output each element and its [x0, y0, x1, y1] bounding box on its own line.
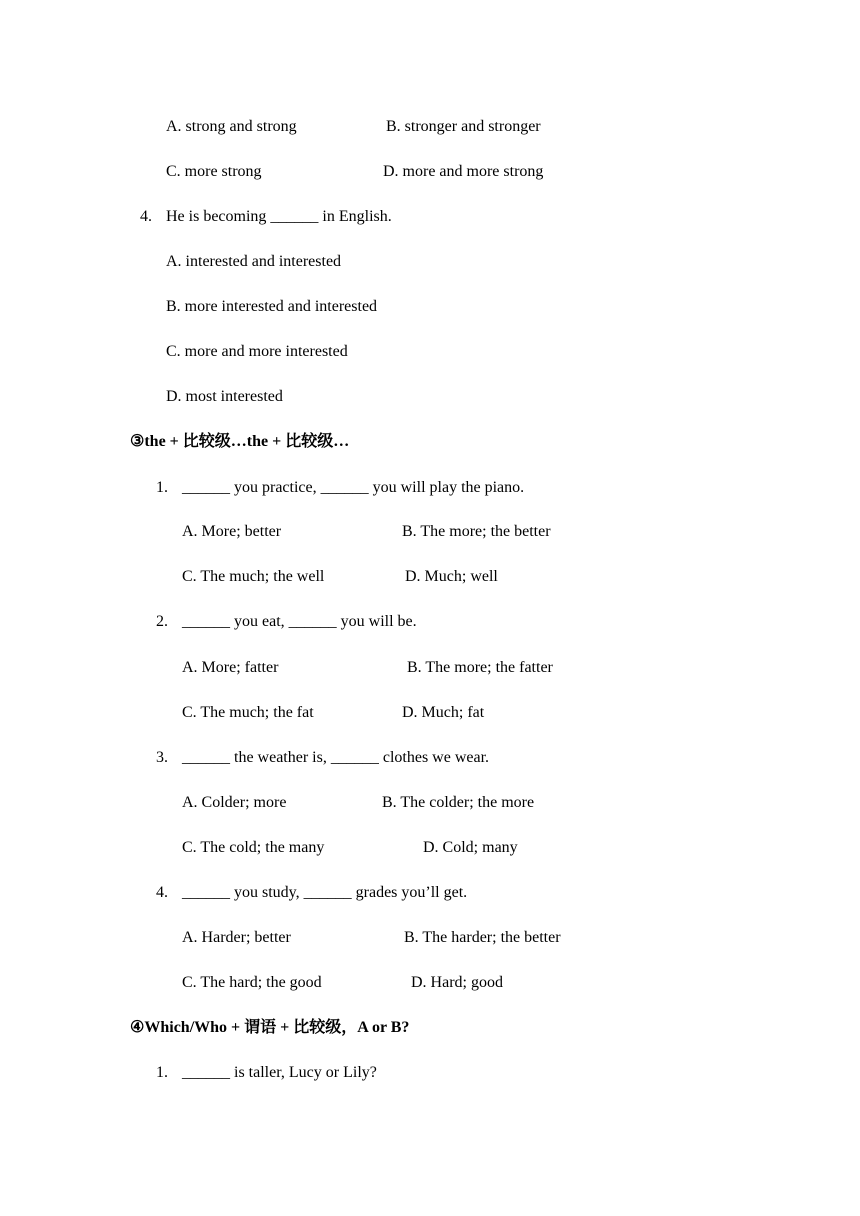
- question-number: 4.: [140, 208, 152, 225]
- question-number: 3.: [156, 749, 168, 766]
- option-d: D. more and more strong: [383, 163, 544, 180]
- option-b: B. The more; the fatter: [407, 659, 553, 676]
- option-d: D. Much; fat: [402, 704, 485, 721]
- option-d: D. most interested: [166, 388, 283, 405]
- option-c: C. The hard; the good: [182, 974, 322, 991]
- question-number: 2.: [156, 613, 168, 630]
- option-c: C. The much; the well: [182, 568, 325, 585]
- option-a: A. More; fatter: [182, 659, 279, 676]
- option-c: C. The much; the fat: [182, 704, 314, 721]
- option-d: D. Much; well: [405, 568, 498, 585]
- option-a: A. Colder; more: [182, 794, 287, 811]
- option-b: B. more interested and interested: [166, 298, 378, 315]
- option-d: D. Hard; good: [411, 974, 503, 991]
- question-stem: He is becoming ______ in English.: [166, 208, 392, 225]
- option-b: B. stronger and stronger: [386, 118, 541, 135]
- option-c: C. The cold; the many: [182, 839, 325, 856]
- question-number: 4.: [156, 884, 168, 901]
- option-a: A. strong and strong: [166, 118, 297, 135]
- option-d: D. Cold; many: [423, 839, 518, 856]
- question-stem: ______ the weather is, ______ clothes we wear.: [182, 749, 490, 766]
- question-number: 1.: [156, 1064, 168, 1081]
- section-heading: ④Which/Who + 谓语 + 比较级，A or B?: [130, 1019, 410, 1036]
- option-b: B. The more; the better: [402, 523, 551, 540]
- section-heading: ③the + 比较级…the + 比较级…: [130, 433, 350, 450]
- option-a: A. Harder; better: [182, 929, 291, 946]
- option-a: A. More; better: [182, 523, 282, 540]
- option-b: B. The colder; the more: [382, 794, 535, 811]
- question-stem: ______ is taller, Lucy or Lily?: [182, 1064, 377, 1081]
- option-a: A. interested and interested: [166, 253, 342, 270]
- question-stem: ______ you practice, ______ you will play the piano.: [182, 479, 525, 496]
- option-c: C. more strong: [166, 163, 262, 180]
- question-number: 1.: [156, 479, 168, 496]
- option-c: C. more and more interested: [166, 343, 348, 360]
- question-stem: ______ you study, ______ grades you’ll get.: [182, 884, 468, 901]
- option-b: B. The harder; the better: [404, 929, 561, 946]
- question-stem: ______ you eat, ______ you will be.: [182, 613, 417, 630]
